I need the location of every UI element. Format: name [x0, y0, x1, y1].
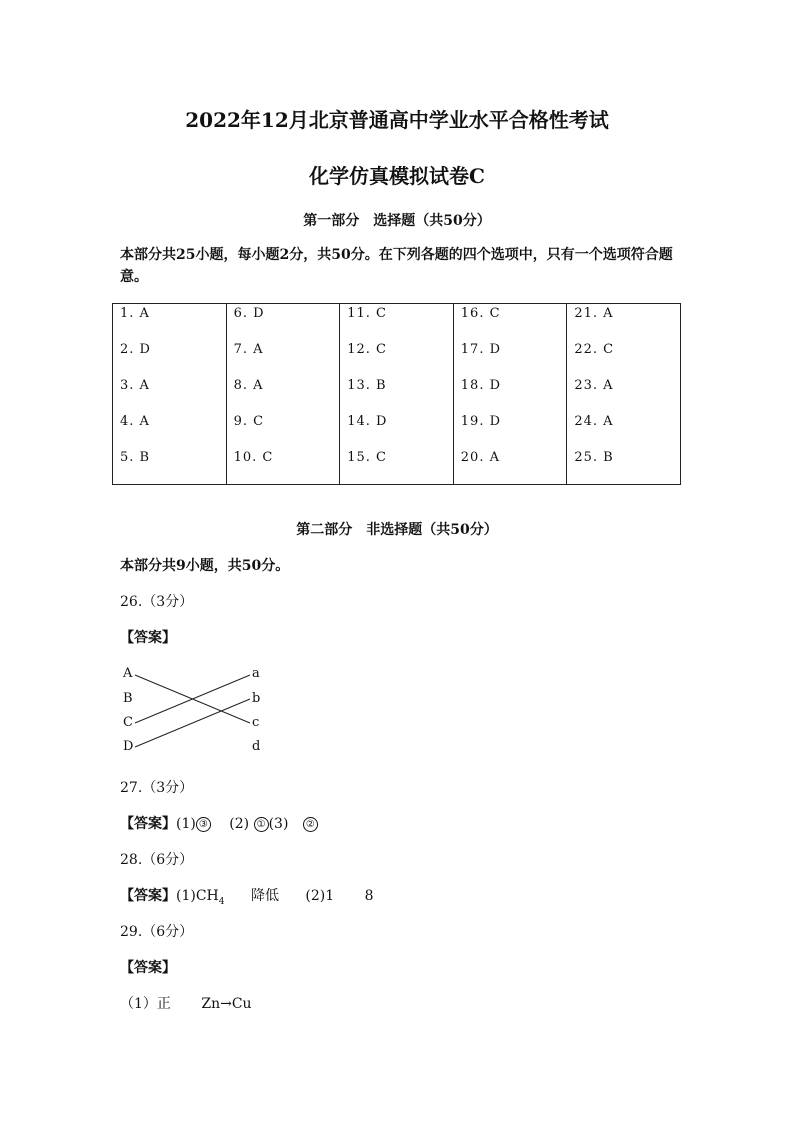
answer-cell: 10. C — [233, 450, 274, 465]
answer-cell: 9. C — [233, 414, 265, 429]
match-line-d-b — [135, 699, 250, 747]
q29-answer-label: 【答案】 — [120, 960, 176, 976]
answer-cell: 1. A — [120, 306, 150, 321]
q27-header: 27.（3分） — [120, 780, 194, 796]
match-right-c: c — [252, 715, 260, 730]
match-left-c: C — [123, 715, 133, 730]
match-left-d: D — [123, 739, 134, 754]
answer-cell: 3. A — [120, 378, 150, 393]
answer-cell: 18. D — [460, 378, 502, 393]
match-right-a: a — [252, 666, 260, 681]
answer-cell: 23. A — [574, 378, 614, 393]
answer-cell: 8. A — [233, 378, 264, 393]
answer-cell: 11. C — [347, 306, 387, 321]
q27-part1: (1) — [176, 816, 196, 832]
answer-cell: 5. B — [120, 450, 151, 465]
answer-cell: 20. A — [460, 450, 500, 465]
part1-heading: 第一部分 选择题（共50分） — [303, 213, 491, 229]
answer-cell: 25. B — [574, 450, 614, 465]
answer-cell: 19. D — [460, 414, 502, 429]
q27-choice1: ③ — [196, 817, 211, 832]
match-left-a: A — [123, 666, 133, 681]
answer-cell: 12. C — [347, 342, 387, 357]
match-right-b: b — [252, 691, 261, 706]
q27-part2: (2) — [229, 816, 250, 832]
answer-cell: 24. A — [574, 414, 614, 429]
q27-choice2: ① — [254, 817, 269, 832]
q27-answer-label: 【答案】 — [120, 816, 176, 832]
answer-cell: 15. C — [347, 450, 387, 465]
q28-trend: 降低 — [250, 888, 279, 904]
part2-intro: 本部分共9小题，共50分。 — [120, 558, 290, 574]
q29-electron-flow: Zn→Cu — [201, 996, 252, 1012]
q28-header: 28.（6分） — [120, 852, 194, 868]
answer-cell: 16. C — [460, 306, 501, 321]
answer-cell: 2. D — [120, 342, 151, 357]
q27-choice3: ② — [303, 817, 318, 832]
part2-heading: 第二部分 非选择题（共50分） — [296, 522, 498, 538]
q29-electrode: （1）正 — [120, 996, 171, 1012]
part1-intro: 本部分共25小题，每小题2分，共50分。在下列各题的四个选项中，只有一个选项符合题意。 — [120, 247, 673, 285]
match-right-d: d — [252, 739, 261, 754]
q28-answer-label: 【答案】 — [120, 888, 176, 904]
answer-cell: 22. C — [574, 342, 615, 357]
match-left-b: B — [123, 691, 133, 706]
exam-title: 2022年12月北京普通高中学业水平合格性考试 — [185, 108, 609, 132]
q29-line1 — [120, 993, 252, 1013]
answer-cell: 17. D — [460, 342, 502, 357]
q28-formula: (1)CH — [176, 888, 219, 904]
answer-cell: 21. A — [574, 306, 614, 321]
q26-answer-label: 【答案】 — [120, 630, 176, 646]
answer-cell: 14. D — [347, 414, 388, 429]
answer-cell: 4. A — [120, 414, 150, 429]
q28-formula-sub: 4 — [218, 896, 225, 907]
q28-part2: (2)1 — [305, 888, 335, 904]
q29-header: 29.（6分） — [120, 924, 194, 940]
answer-cell: 13. B — [347, 378, 387, 393]
q28-answer — [120, 885, 374, 907]
answer-cell: 6. D — [233, 306, 265, 321]
q27-answer — [120, 813, 318, 833]
answer-cell: 7. A — [233, 342, 264, 357]
q27-part3: (3) — [268, 816, 289, 832]
q28-value: 8 — [364, 888, 374, 904]
exam-subtitle: 化学仿真模拟试卷C — [309, 164, 485, 188]
q26-header: 26.（3分） — [120, 594, 194, 610]
